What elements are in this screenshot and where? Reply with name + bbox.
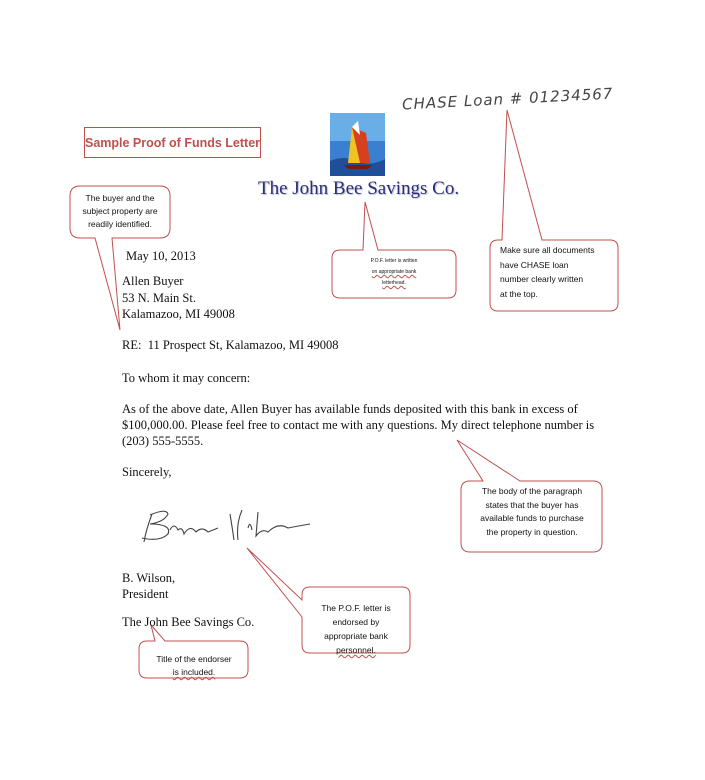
signer-company: The John Bee Savings Co. <box>122 615 255 629</box>
sailboat-logo-icon <box>330 113 385 181</box>
endorsed-callout-line: endorsed by <box>332 617 380 627</box>
recipient-street: 53 N. Main St. <box>122 291 196 305</box>
document-title: Sample Proof of Funds Letter <box>84 127 261 158</box>
letter-date: May 10, 2013 <box>126 249 196 263</box>
chase-callout <box>500 243 616 301</box>
body-line-2: $100,000.00. Please feel free to contact me with any questions. My direct telephone number is <box>122 418 595 432</box>
letterhead-callout-line: letterhead. <box>382 280 406 286</box>
endorsed-callout <box>304 601 408 657</box>
endorsed-callout-line: appropriate bank <box>324 631 388 641</box>
chase-callout-line: at the top. <box>500 288 538 299</box>
endorsed-callout-line: The P.O.F. letter is <box>321 603 391 613</box>
body-callout-line: the property in question. <box>486 526 578 537</box>
signer-name: B. Wilson, <box>122 571 176 585</box>
signer-title: President <box>122 587 169 601</box>
bank-letterhead-name: The John Bee Savings Co. <box>258 178 460 199</box>
title-callout <box>141 653 247 679</box>
letterhead-callout-line: on appropriate bank <box>371 269 417 275</box>
body-callout <box>463 485 601 539</box>
chase-loan-number: CHASE Loan # 01234567 <box>401 84 614 114</box>
buyer-callout-line: The buyer and the <box>85 193 155 203</box>
endorsed-callout-line: personnel. <box>336 645 376 655</box>
body-callout-line: The body of the paragraph <box>481 486 583 496</box>
chase-callout-line: Make sure all documents <box>500 245 595 255</box>
body-line-1: As of the above date, Allen Buyer has available funds deposited with this bank in excess of <box>122 402 578 416</box>
closing: Sincerely, <box>122 465 172 479</box>
recipient-city: Kalamazoo, MI 49008 <box>122 307 235 321</box>
letterhead-callout-line: P.O.F. letter is written <box>370 258 418 264</box>
buyer-callout <box>72 192 168 231</box>
body-callout-line: states that the buyer has <box>485 499 579 510</box>
buyer-callout-line: readily identified. <box>88 219 152 229</box>
title-callout-line: Title of the endorser <box>156 654 232 664</box>
chase-callout-line: number clearly written <box>500 274 584 284</box>
body-line-3: (203) 555-5555. <box>122 434 204 448</box>
buyer-callout-line: subject property are <box>82 206 158 216</box>
body-callout-line: available funds to purchase <box>480 513 584 523</box>
signature-scribble-icon <box>138 500 318 555</box>
chase-callout-line: have CHASE loan <box>500 259 569 270</box>
salutation: To whom it may concern: <box>122 371 251 385</box>
recipient-name: Allen Buyer <box>122 274 184 288</box>
title-callout-line: is included. <box>172 667 216 677</box>
re-line: RE: 11 Prospect St, Kalamazoo, MI 49008 <box>122 338 339 352</box>
letterhead-callout <box>334 256 454 289</box>
